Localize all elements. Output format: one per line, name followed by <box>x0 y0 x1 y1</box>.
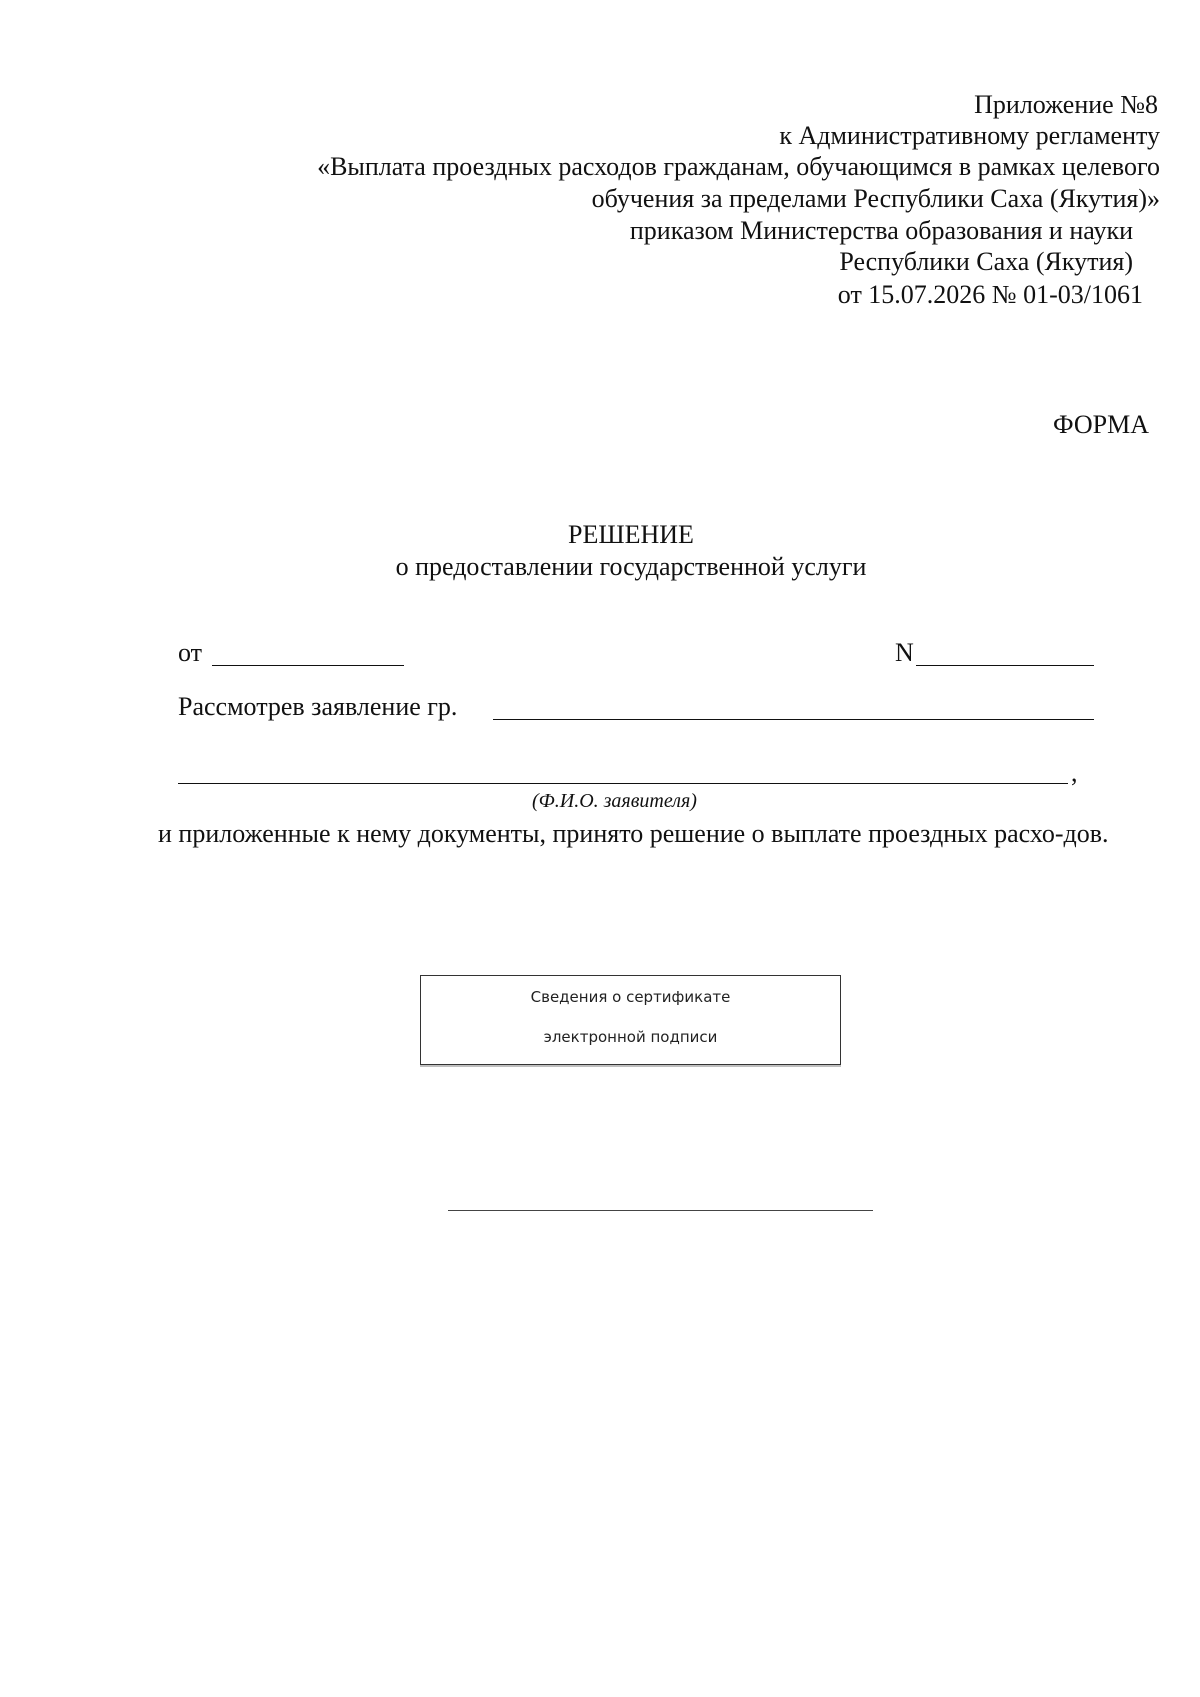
applicant-continuation-underline <box>178 783 1068 784</box>
number-field[interactable] <box>916 638 1094 668</box>
document-subtitle: о предоставлении государственной услуги <box>395 552 867 581</box>
applicant-caption: (Ф.И.О. заявителя) <box>532 790 697 812</box>
date-field[interactable] <box>212 638 404 668</box>
applicant-prefix: Рассмотрев заявление гр. <box>178 692 458 721</box>
number-prefix: N <box>895 638 914 667</box>
header-line-order-date: от 15.07.2026 № 01-03/1061 <box>837 280 1143 309</box>
header-line-republic: Республики Саха (Якутия) <box>839 247 1133 276</box>
signature-line <box>448 1210 873 1211</box>
number-underline <box>916 665 1094 666</box>
signature-certificate-line1: Сведения о сертификате <box>530 988 731 1006</box>
applicant-underline <box>493 719 1094 720</box>
date-prefix: от <box>178 638 203 667</box>
decision-text: и приложенные к нему документы, принято решение о выплате проездных расхо-дов. <box>158 819 1109 848</box>
form-label: ФОРМА <box>1053 410 1149 439</box>
applicant-field[interactable] <box>493 692 1094 722</box>
header-line-order: приказом Министерства образования и науки <box>629 216 1133 245</box>
header-line-service-name-cont: обучения за пределами Республики Саха (Якутия)» <box>591 184 1160 213</box>
header-line-service-name: «Выплата проездных расходов гражданам, обучающимся в рамках целевого <box>317 152 1160 181</box>
applicant-comma: , <box>1071 758 1078 787</box>
document-title: РЕШЕНИЕ <box>568 520 694 549</box>
header-line-regulation: к Административному регламенту <box>779 121 1160 150</box>
applicant-continuation-field[interactable] <box>178 756 1068 786</box>
signature-certificate-box <box>420 975 841 1065</box>
date-underline <box>212 665 404 666</box>
header-line-appendix: Приложение №8 <box>974 90 1158 119</box>
signature-certificate-line2: электронной подписи <box>543 1028 718 1046</box>
